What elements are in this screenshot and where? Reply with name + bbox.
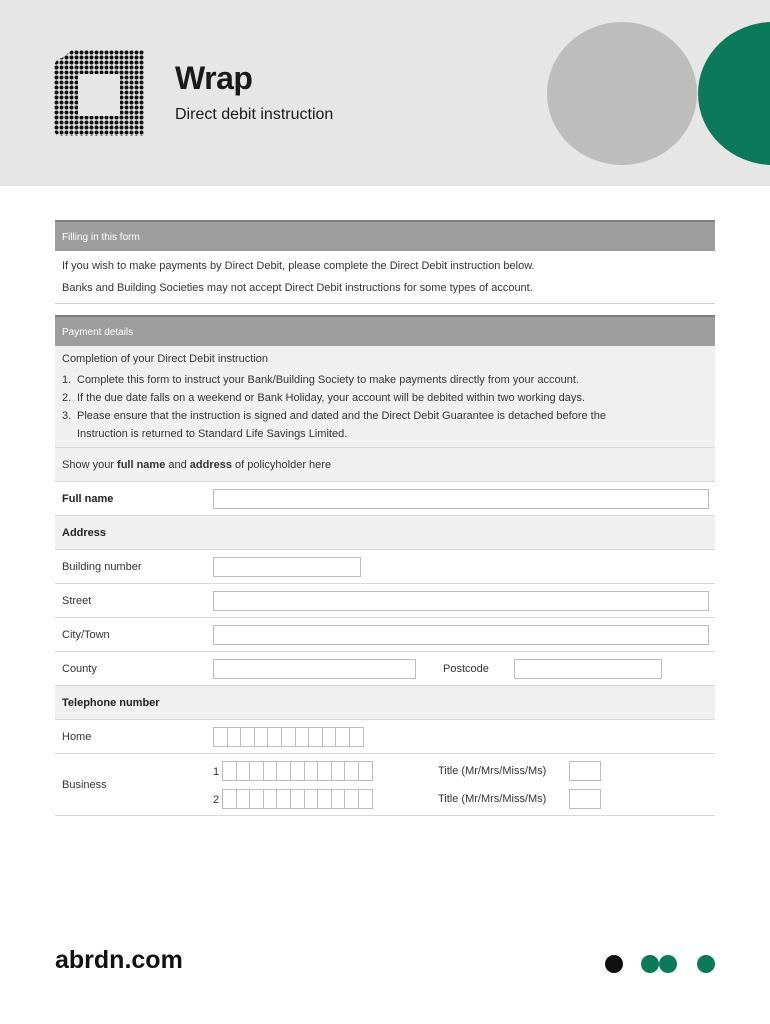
decorative-grey-circle (547, 22, 697, 165)
business-phone-2-boxes[interactable] (222, 789, 372, 809)
county-row (55, 652, 715, 686)
policyholder-note: Show your full name and address of policyholder here (55, 448, 715, 482)
street-row (55, 584, 715, 618)
title-label-2: Title (Mr/Mrs/Miss/Ms) (438, 793, 547, 805)
header-band (0, 0, 770, 186)
building-number-label: Building number (62, 561, 142, 573)
document-subtitle: Direct debit instruction (175, 106, 334, 123)
decorative-green-circle (698, 22, 770, 165)
abrdn-logo-icon (54, 50, 144, 136)
footer-dark-dot-icon (605, 955, 623, 973)
street-input[interactable] (213, 591, 709, 611)
city-town-row (55, 618, 715, 652)
home-label: Home (62, 731, 92, 743)
filling-line-2: Banks and Building Societies may not accept Direct Debit instructions for some types of account. (62, 282, 533, 294)
street-label: Street (62, 595, 92, 607)
title-2-input[interactable] (569, 789, 601, 809)
postcode-input[interactable] (514, 659, 662, 679)
title-1-input[interactable] (569, 761, 601, 781)
footer-url: abrdn.com (55, 946, 183, 974)
payment-instructions (55, 346, 715, 448)
county-input[interactable] (213, 659, 416, 679)
section-heading-payment: Payment details (55, 315, 715, 346)
list-item: 3. Please ensure that the instruction is signed and dated and the Direct Debit Guarantee is detached before the Instruction is returned to Standard Life Savings Limited. (62, 410, 606, 440)
footer-green-dot-icon (641, 955, 659, 973)
footer-green-dot-icon (659, 955, 677, 973)
home-phone-boxes[interactable] (213, 727, 363, 747)
direct-debit-form (55, 220, 715, 816)
address-row (55, 516, 715, 550)
full-name-label: Full name (62, 493, 114, 505)
county-label: County (62, 663, 97, 675)
full-name-input[interactable] (213, 489, 709, 509)
title-label-1: Title (Mr/Mrs/Miss/Ms) (438, 765, 547, 777)
brand-title: Wrap (175, 60, 253, 96)
full-name-row (55, 482, 715, 516)
business-label: Business (62, 779, 107, 791)
postcode-label: Postcode (443, 663, 489, 675)
filling-line-1: If you wish to make payments by Direct Debit, please complete the Direct Debit instruction below. (62, 260, 535, 272)
building-number-input[interactable] (213, 557, 361, 577)
business-phone-1-boxes[interactable] (222, 761, 372, 781)
business-phone-row (55, 754, 715, 816)
business-line-1-label: 1 (213, 766, 220, 778)
business-line-2-label: 2 (213, 794, 220, 806)
footer-green-dot-icon (697, 955, 715, 973)
filling-instructions (55, 251, 715, 304)
address-label: Address (62, 527, 107, 539)
instruction-list (62, 371, 708, 443)
home-phone-row (55, 720, 715, 754)
list-item: 2. If the due date falls on a weekend or Bank Holiday, your account will be debited within two working days. (62, 392, 585, 404)
city-town-label: City/Town (62, 629, 110, 641)
telephone-row (55, 686, 715, 720)
list-item: 1. Complete this form to instruct your Bank/Building Society to make payments directly from your account. (62, 374, 579, 386)
telephone-label: Telephone number (62, 697, 160, 709)
building-number-row (55, 550, 715, 584)
section-heading-filling: Filling in this form (55, 220, 715, 251)
payment-lead: Completion of your Direct Debit instruction (62, 353, 269, 365)
city-town-input[interactable] (213, 625, 709, 645)
